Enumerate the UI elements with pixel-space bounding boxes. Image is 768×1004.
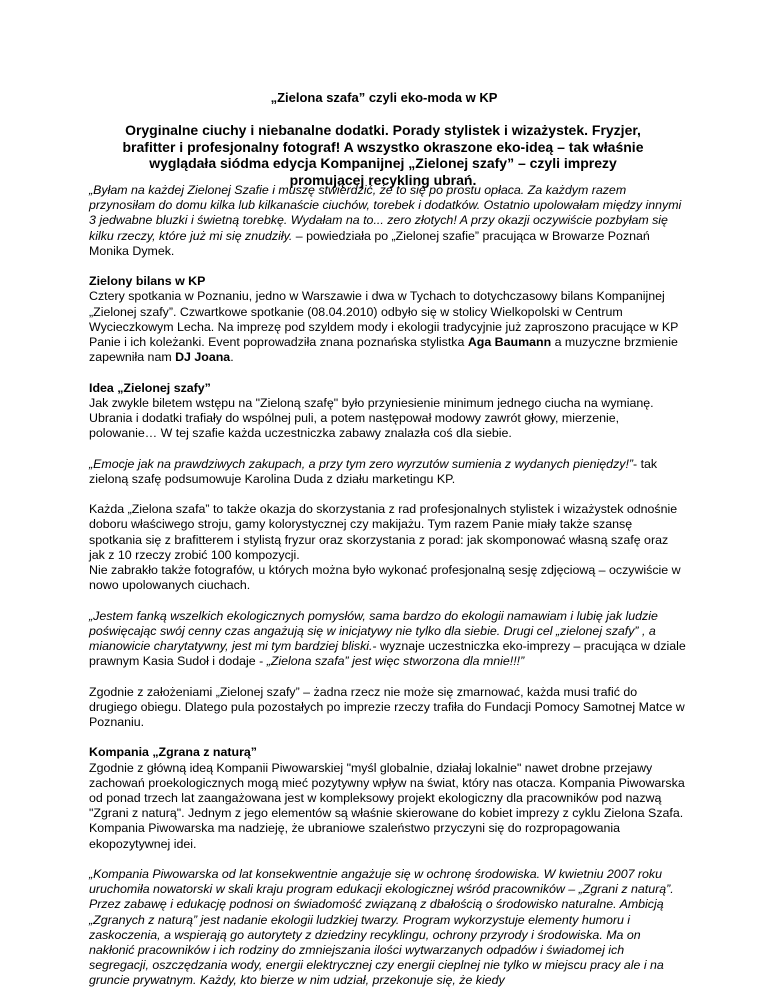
quote-text-end: „Zielona szafa” jest więc stworzona dla mnie!!!”	[266, 654, 525, 669]
quote-attribution: - wyznaje uczestniczka eko-imprezy – pracująca w dziale prawnym Kasia Sudoł i dodaje -	[89, 639, 686, 669]
text-segment: .	[230, 350, 234, 365]
section-text-bilans	[89, 289, 687, 365]
paragraph-charity: Zgodnie z założeniami „Zielonej szafy” – żadna rzecz nie może się zmarnować, każda musi trafić do drugiego obiegu. Dlatego pula pozostałych po imprezie rzeczy trafiła do Fundacji Pomocy Samotnej Matce w Poznaniu.	[89, 684, 685, 730]
paragraph-advice	[89, 502, 687, 593]
text-segment: Każda „Zielona szafa” to także okazja do skorzystania z rad profesjonalnych stylistek i wizażystek odnośnie doboru właściwego stroju, gamy kolorystycznej czy makijażu. Tym razem Panie miały także szansę spotkania się z brafitterem i stylistą fryzur oraz skorzystania z porad: jak skomponować własną szafę oraz jak z 10 rzeczy zrobić 100 kompozycji.	[89, 502, 678, 562]
dj-name: DJ Joana	[175, 350, 231, 365]
section-text-kompania: Zgodnie z główną ideą Kompanii Piwowarskiej "myśl globalnie, działaj lokalnie" nawet drobne przejawy zachowań proekologicznych mogą mieć pozytywny wpływ na świat, który nas otacza. Kompania Piwowarska od ponad trzech lat zaangażowana jest w kompleksowy projekt ekologiczny dla pracowników pod nazwą "Zgrani z naturą". Jednym z jego elementów są właśnie skierowane do kobiet imprezy z cyklu Zielona Szafa. Kompania Piwowarska ma nadzieję, że ubraniowe szaleństwo przyczyni się do rozpropagowania ekopozytywnej idei.	[89, 760, 685, 851]
quote-attribution: – powiedziała po „Zielonej szafie” pracująca w Browarze Poznań Monika Dymek.	[89, 228, 650, 258]
quote-text: „Byłam na każdej Zielonej Szafie i muszę stwierdzić, że to się po prostu opłaca. Za każdym razem przynosiłam do domu kilka lub kilkanaście ciuchów, torebek i dodatków. Ostatnio upolowałam między innymi 3 jedwabne bluzki i świetną torebkę. Wydałam na to... zero złotych! A przy okazji oczywiście pozbyłam się kilku rzeczy, które już mi się znudziły.	[89, 183, 682, 243]
quote-text: „Jestem fanką wszelkich ekologicznych pomysłów, sama bardzo do ekologii namawiam i lubię jak ludzie poświęcając swój cenny czas angażują się w inicjatywy nie tylko dla siebie. Drugi cel „zielonej szafy” , a mianowicie charytatywny, jest mi tym bardziej bliski.	[89, 608, 658, 654]
text-segment: Cztery spotkania w Poznaniu, jedno w Warszawie i dwa w Tychach to dotychczasowy bilans Kompanijnej „Zielonej szafy”. Czwartkowe spotkanie (08.04.2010) odbyło się w stolicy Wielkopolski w Centrum Wycieczkowym Lecha. Na imprezę pod szyldem mody i ekologii tradycyjnie już zaproszono pracujące w KP Panie i ich koleżanki. Event poprowadziła znana poznańska stylistka	[89, 289, 679, 350]
article-body	[89, 183, 687, 1004]
lead-paragraph: Oryginalne ciuchy i niebanalne dodatki. Porady stylistek i wizażystek. Fryzjer, brafitter i profesjonalny fotograf! A wszystko okraszone eko-ideą – tak właśnie wyglądała siódma edycja Kompanijnej „Zielonej szafy” – czyli imprezy promującej recykling ubrań.	[122, 122, 644, 188]
quote-attribution: - tak zieloną szafę podsumowuje Karolina Duda z działu marketingu KP.	[89, 456, 658, 486]
text-segment: a muzyczne brzmienie zapewniła nam	[89, 335, 678, 365]
section-text-idea: Jak zwykle biletem wstępu na "Zieloną szafę" było przyniesienie minimum jednego ciucha na wymianę. Ubrania i dodatki trafiały do wspólnej puli, a potem następował modowy zawrót głowy, mierzenie, polowanie… W tej szafie każda uczestniczka zabawy znalazła coś dla siebie.	[89, 395, 654, 441]
section-heading-idea: Idea „Zielonej szafy”	[89, 380, 211, 395]
quote-monika	[89, 183, 687, 259]
quote-kompania: „Kompania Piwowarska od lat konsekwentnie angażuje się w ochronę środowiska. W kwietniu 2007 roku uruchomiła nowatorski w skali kraju program edukacji ekologicznej wśród pracowników – „Zgrani z naturą”. Przez zabawę i edukację podnosi on świadomość związaną z dbałością o środowisko naturalne. Ambicją „Zgranych z naturą” jest nadanie ekologii ludzkiej twarzy. Program wykorzystuje elementy humoru i zaskoczenia, a wspierają go autorytety z dziedziny recyklingu, ochrony przyrody i środowiska. Ma on nakłonić pracowników i ich rodziny do zmniejszania ilości wytwarzanych odpadów i świadomej ich segregacji, oszczędzania wody, energii elektrycznej czy energii cieplnej nie tylko w miejscu pracy ale i na gruncie prywatnym. Każdy, kto bierze w nim udział, przekonuje się, że kiedy	[89, 867, 674, 988]
section-heading-bilans: Zielony bilans w KP	[89, 274, 206, 289]
stylist-name: Aga Baumann	[467, 335, 552, 350]
text-segment: Nie zabrakło także fotografów, u których można było wykonać profesjonalną sesję zdjęciową – oczywiście w nowo upolowanych ciuchach.	[89, 563, 681, 593]
section-heading-kompania: Kompania „Zgrana z naturą”	[89, 745, 257, 760]
quote-karolina	[89, 457, 687, 487]
document-title: „Zielona szafa” czyli eko-moda w KP	[270, 90, 498, 105]
quote-kasia	[89, 609, 687, 670]
quote-text: „Emocje jak na prawdziwych zakupach, a przy tym zero wyrzutów sumienia z wydanych pieniędzy!”	[89, 456, 634, 471]
